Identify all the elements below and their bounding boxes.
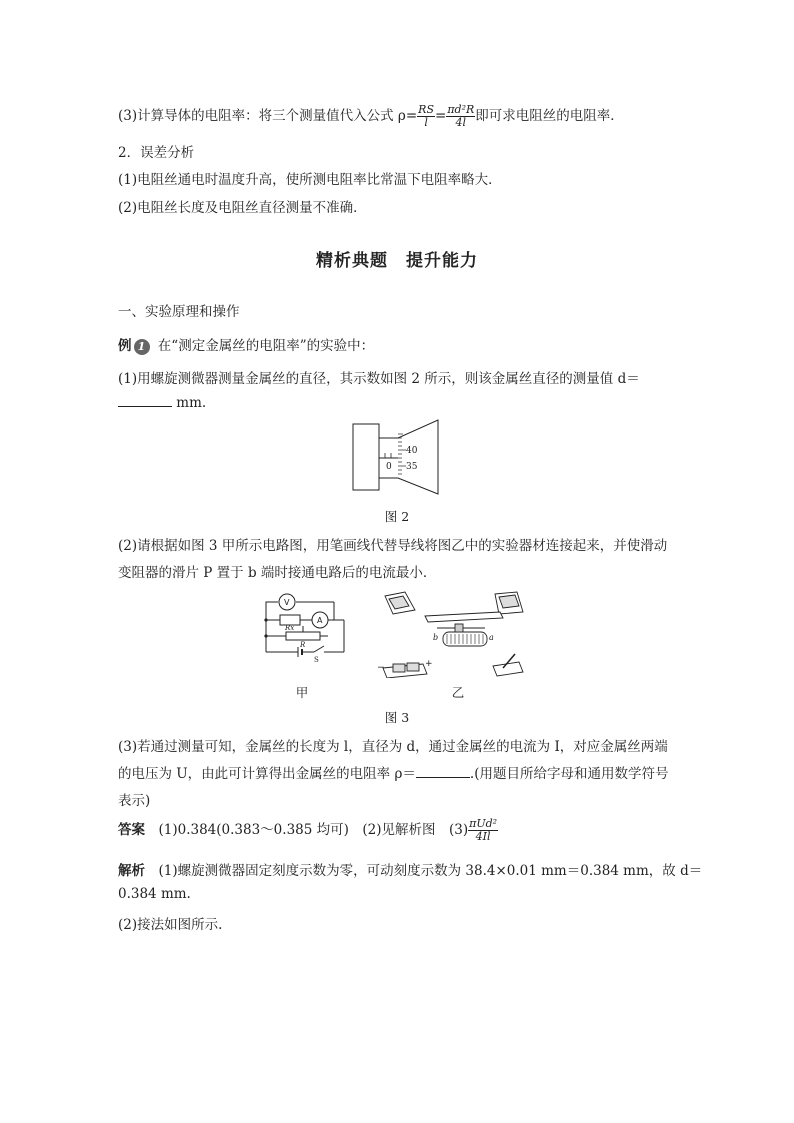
circuit-junction (264, 634, 267, 637)
question-2-line-b: 变阻器的滑片 P 置于 b 端时接通电路后的电流最小． (118, 565, 437, 581)
equals-sign: = (435, 108, 447, 125)
question-3-text: 的电压为 U，由此可计算得出金属丝的电阻率 ρ＝ (118, 766, 416, 782)
error-analysis-heading: 2．误差分析 (118, 145, 195, 161)
sliding-rheostat (443, 632, 487, 646)
sleeve-label-0: 0 (386, 462, 392, 472)
example-intro (118, 334, 374, 355)
answer-blank-rho (416, 765, 470, 778)
tick-label-40: 40 (406, 446, 418, 456)
switch-label: S (314, 656, 319, 664)
battery-minus: − (377, 663, 385, 673)
analysis-line-2: 0.384 mm. (118, 886, 191, 902)
answer-fraction: $\frac{\text{πUd²}}{4Il}$ (469, 817, 498, 844)
analysis-text-1: (1)螺旋测微器固定刻度示数为零，可动刻度示数为 38.4×0.01 mm＝0.384 mm，故 d＝ (158, 863, 703, 879)
circuit-diagram (258, 590, 358, 670)
fraction-rs-over-l: $\frac{RS}{l}$ (418, 103, 434, 130)
question-3-line-b (118, 762, 668, 782)
question-1-line-a: (1)用螺旋测微器测量金属丝的直径，其示数如图 2 所示，则该金属丝直径的测量值 d＝ (118, 371, 640, 387)
voltmeter-label: V (284, 598, 290, 607)
switch-s (314, 646, 324, 652)
figure-3-sub-b: 乙 (451, 685, 465, 700)
question-3-note: .(用题目所给字母和通用数学符号 (469, 766, 669, 782)
micrometer-thimble (379, 420, 438, 494)
micrometer-figure (340, 416, 450, 496)
formula-prefix: (3)计算导体的电阻率：将三个测量值代入公式 ρ= (118, 108, 418, 125)
analysis-line-1 (118, 859, 702, 879)
analysis-label: 解析 (118, 863, 145, 879)
figure-3-sub-a: 甲 (295, 685, 309, 700)
answer-label: 答案 (118, 822, 145, 839)
resistivity-formula-line (118, 104, 624, 129)
ammeter-label: A (317, 616, 323, 625)
figure-3-caption: 图 3 (384, 710, 410, 725)
rheostat-end-a: a (489, 633, 494, 642)
unit-mm: mm. (176, 395, 207, 411)
answer-text: (1)0.384(0.383～0.385 均可) (2)见解析图 (3) (158, 822, 469, 839)
micrometer-sleeve (353, 424, 379, 490)
fraction-pid2r-over-4l: $\frac{\text{πd²R}}{4l}$ (447, 103, 475, 130)
rheostat-label: R (300, 641, 306, 649)
rx-label: Rx (285, 624, 295, 632)
figure-2-caption: 图 2 (384, 509, 410, 524)
section-title: 精析典题 提升能力 (316, 251, 478, 271)
answer-line (118, 818, 498, 843)
answer-blank-d (118, 394, 172, 407)
tick-label-35: 35 (406, 462, 418, 472)
example-label: 例 (118, 338, 132, 354)
error-item-1: (1)电阻丝通电时温度升高，使所测电阻率比常温下电阻率略大． (118, 172, 502, 188)
equipment-drawing (375, 588, 535, 678)
subsection-heading: 一、实验原理和操作 (118, 304, 240, 320)
rheostat-r (286, 632, 320, 640)
question-3-line-d: 表示) (118, 793, 151, 809)
metal-wire-board (425, 612, 503, 622)
error-item-2: (2)电阻丝长度及电阻丝直径测量不准确． (118, 200, 367, 216)
rheostat-end-b: b (433, 633, 439, 642)
question-2-line-a: (2)请根据如图 3 甲所示电路图，用笔画线代替导线将图乙中的实验器材连接起来，并使滑动 (118, 538, 668, 554)
example-number-badge: 1 (134, 339, 150, 355)
formula-suffix: 即可求电阻丝的电阻率． (475, 108, 624, 125)
battery-plus: + (425, 659, 433, 669)
switch-device (493, 662, 523, 676)
question-1-line-b (118, 394, 206, 411)
circuit-junction (264, 618, 267, 621)
analysis-line-3: (2)接法如图所示. (118, 917, 223, 933)
example-intro-text: 在“测定金属丝的电阻率”的实验中： (157, 338, 375, 354)
question-3-line-a: (3)若通过测量可知，金属丝的长度为 l，直径为 d，通过金属丝的电流为 I，对应金属丝两端 (118, 739, 668, 755)
